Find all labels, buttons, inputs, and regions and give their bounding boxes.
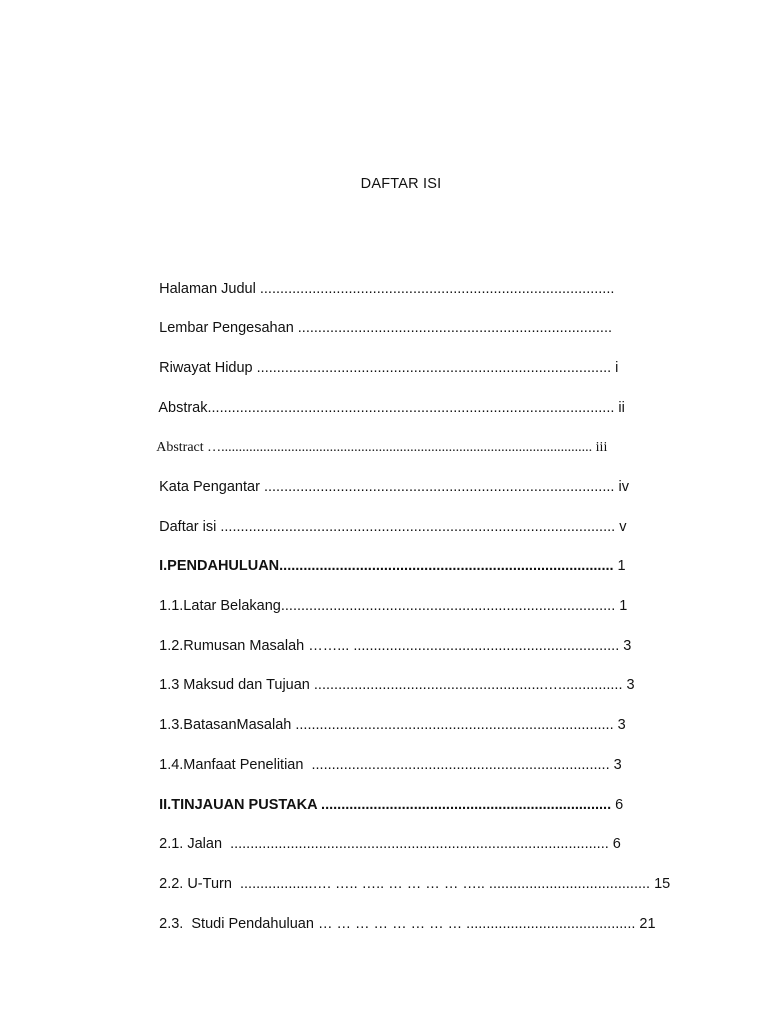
- toc-entry-leader: .......................................................................................: [263, 479, 615, 495]
- toc-entry-page: 1: [613, 558, 626, 574]
- toc-entry-kata-pengantar[interactable]: [143, 457, 629, 495]
- toc-entry-page: 1: [615, 598, 628, 614]
- toc-entry-leader: .........................................................…................: [313, 677, 623, 693]
- toc-entry-page: iv: [614, 479, 629, 495]
- toc-entry-page: 3: [613, 717, 626, 733]
- toc-entry-leader: ..........................................................................: [311, 757, 610, 773]
- toc-entry-leader: .....................................................................................................: [207, 400, 615, 416]
- toc-entry-title: 2.1. Jalan: [159, 836, 231, 852]
- toc-entry-page: ii: [614, 400, 625, 416]
- toc-entry-leader: ...................................................................................: [279, 558, 614, 574]
- toc-entry-title: Halaman Judul: [159, 281, 260, 297]
- toc-entry-page: 3: [609, 757, 622, 773]
- toc-entry-title: 2.3. Studi Pendahuluan: [159, 916, 318, 932]
- toc-entry-leader: ……... ..................................................................: [308, 638, 620, 654]
- toc-entry-page: 15: [650, 876, 671, 892]
- toc-entry-page: 21: [635, 916, 656, 932]
- toc-entry-manfaat-penelitian[interactable]: [143, 735, 622, 773]
- toc-entry-page: i: [611, 360, 619, 376]
- toc-entry-title: II.TINJAUAN PUSTAKA: [159, 797, 322, 813]
- toc-entry-riwayat-hidup[interactable]: [143, 338, 619, 376]
- toc-entry-page: iii: [592, 440, 608, 455]
- toc-entry-page: v: [615, 519, 627, 535]
- toc-entry-title: Abstrak: [158, 400, 208, 416]
- toc-entry-page: 6: [608, 836, 621, 852]
- toc-entry-title: Abstract: [156, 440, 208, 455]
- toc-entry-leader: ..............................................................................: [297, 320, 613, 336]
- toc-entry-leader: …..........................................................................................................: [207, 440, 593, 455]
- toc-entry-lembar-pengesahan[interactable]: [143, 298, 613, 336]
- page-title: DAFTAR ISI: [360, 176, 442, 192]
- toc-entry-abstract[interactable]: [143, 418, 608, 455]
- toc-entry-leader: ..................................................................................................: [220, 519, 616, 535]
- toc-entry-leader: ..................…. ….. ….. … … … … ….. ........................................: [239, 876, 651, 892]
- toc-entry-title: 1.4.Manfaat Penelitian: [159, 757, 312, 773]
- toc-entry-title: Riwayat Hidup: [159, 360, 257, 376]
- toc-entry-title: 1.3.BatasanMasalah: [159, 717, 296, 733]
- toc-entry-halaman-judul[interactable]: [143, 259, 615, 297]
- toc-entry-title: Daftar isi: [159, 519, 221, 535]
- toc-entry-maksud-tujuan[interactable]: [143, 655, 635, 693]
- toc-entry-latar-belakang[interactable]: [143, 576, 628, 614]
- toc-entry-tinjauan-pustaka[interactable]: [143, 775, 624, 813]
- toc-entry-leader: ..............................................................................................: [230, 836, 609, 852]
- toc-entry-page: 6: [611, 797, 624, 813]
- toc-entry-leader: ...................................................................................: [280, 598, 616, 614]
- toc-entry-rumusan-masalah[interactable]: [143, 616, 632, 654]
- toc-entry-abstrak[interactable]: [143, 378, 625, 416]
- toc-entry-page: 3: [622, 677, 635, 693]
- toc-entry-leader: … … … … … … … … ..........................................: [317, 916, 636, 932]
- toc-entry-pendahuluan[interactable]: [143, 536, 626, 574]
- toc-entry-page: 3: [619, 638, 632, 654]
- toc-entry-daftar-isi[interactable]: [143, 497, 627, 535]
- toc-entry-leader: ........................................................................: [321, 797, 612, 813]
- toc-entry-title: Lembar Pengesahan: [159, 320, 298, 336]
- toc-entry-u-turn[interactable]: [143, 854, 671, 892]
- toc-entry-title: I.PENDAHULUAN: [159, 558, 280, 574]
- toc-entry-leader: ........................................................................................: [259, 281, 615, 297]
- toc-entry-batasan-masalah[interactable]: [143, 695, 626, 733]
- toc-entry-title: 1.2.Rumusan Masalah: [159, 638, 309, 654]
- toc-entry-studi-pendahuluan[interactable]: [143, 894, 656, 932]
- toc-entry-jalan[interactable]: [143, 814, 621, 852]
- toc-entry-title: Kata Pengantar: [159, 479, 264, 495]
- toc-entry-leader: ........................................................................................: [256, 360, 612, 376]
- toc-entry-title: 1.1.Latar Belakang: [159, 598, 281, 614]
- toc-entry-leader: ...............................................................................: [295, 717, 614, 733]
- toc-entry-title: 1.3 Maksud dan Tujuan: [159, 677, 314, 693]
- toc-entry-title: 2.2. U-Turn: [159, 876, 240, 892]
